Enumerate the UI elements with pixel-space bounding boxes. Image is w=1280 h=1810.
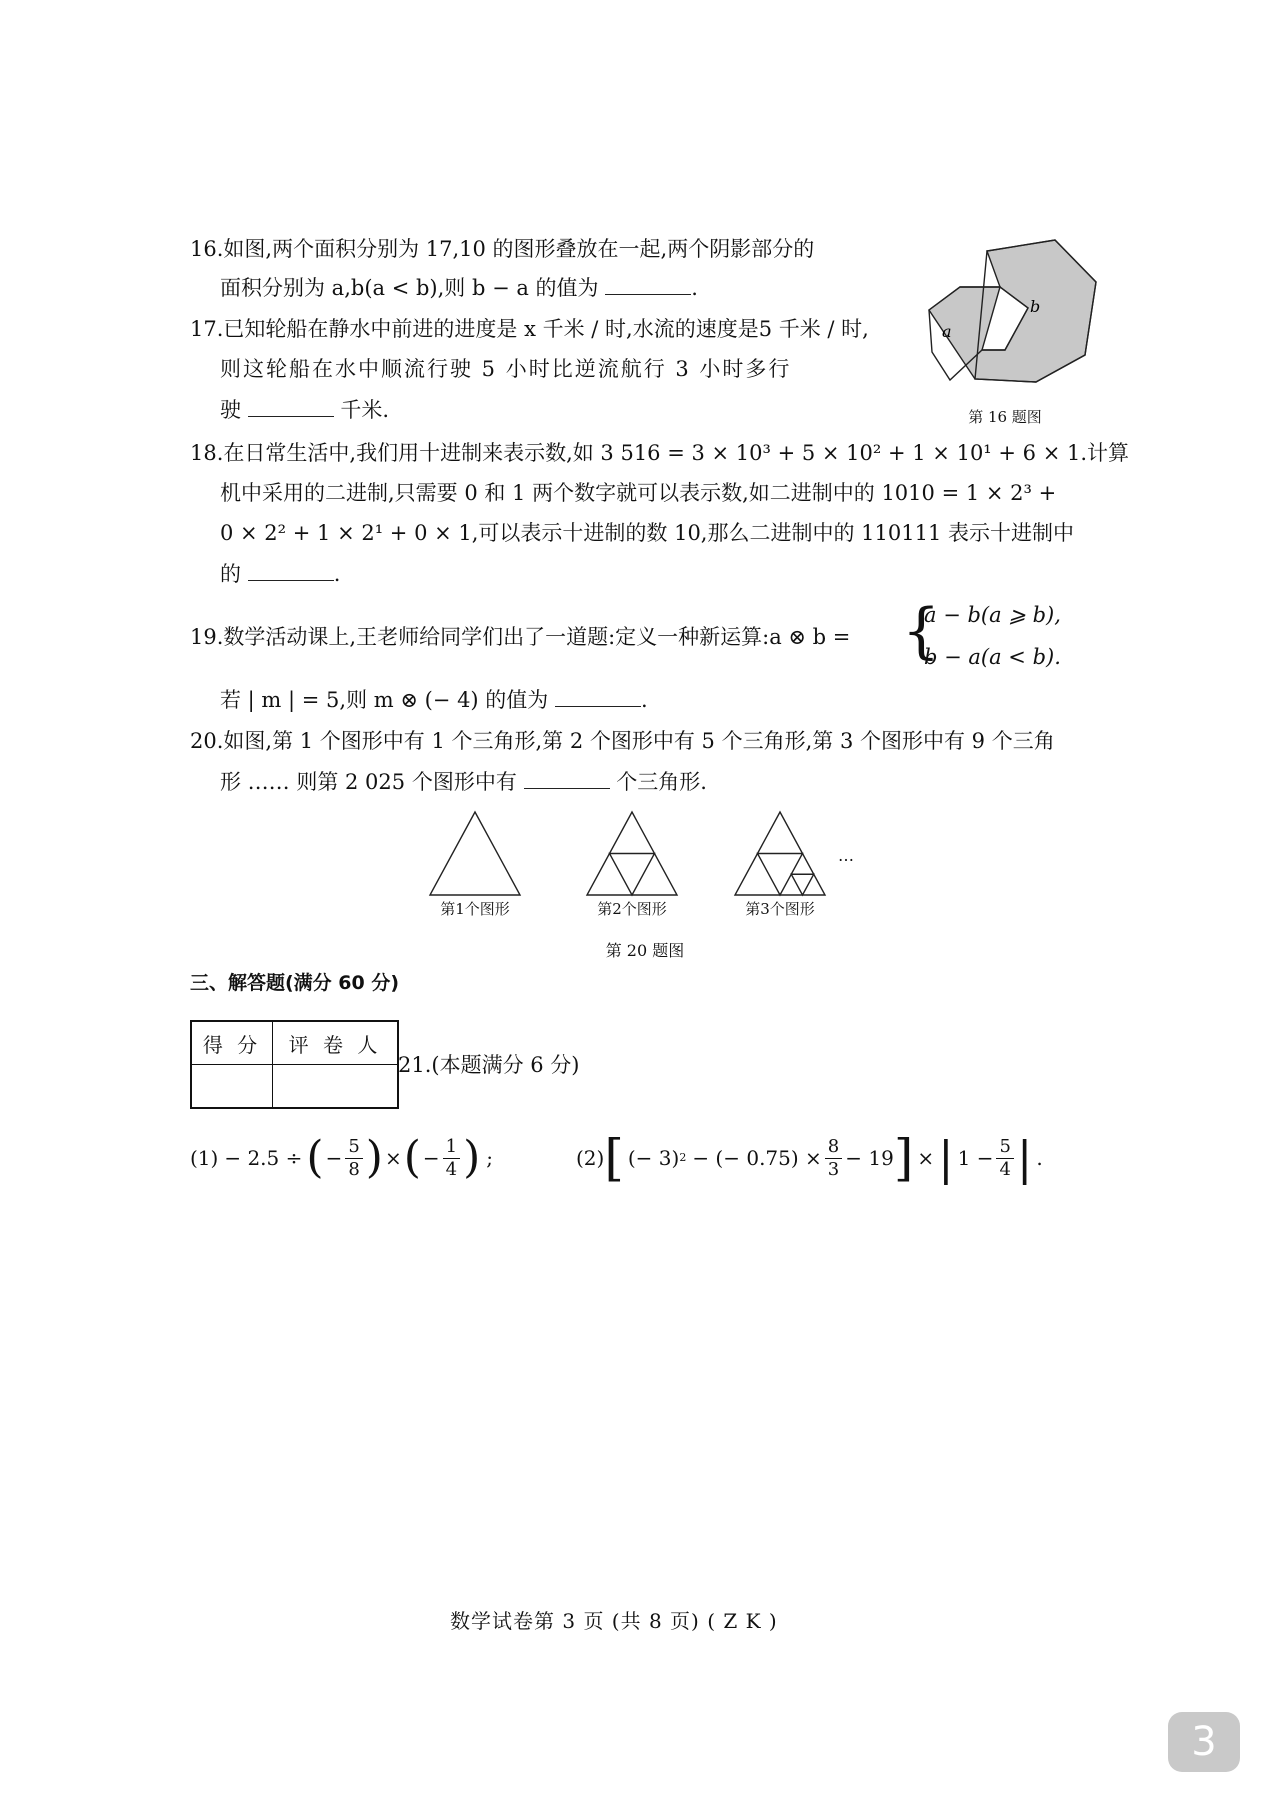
q19-line2-text: 若 | m | = 5,则 m ⊗ (− 4) 的值为 [220,688,549,712]
q21-part1-lparen2: ( [403,1132,421,1183]
figure-20 [425,808,885,898]
q21-part1-expr-a: − 2.5 ÷ [224,1146,303,1170]
q21-part2-label: (2) [576,1146,605,1170]
q21-part2-expr-b: − (− 0.75) × [692,1146,822,1170]
q21-part2: (2) [ (− 3) 2 − (− 0.75) × $\frac{8}{3}$ − 19 ] × | 1 − $\frac{5}{4}$ | . [576,1129,1043,1187]
q21-part2-rbracket: ] [893,1129,914,1187]
q21-part1-frac1-den: 8 [348,1158,360,1180]
q16-line2-end: . [691,276,698,300]
q21-part1 [190,1128,493,1188]
q20-answer-blank [524,766,610,789]
q21-part1-rparen1: ) [365,1132,383,1183]
q21-part2-lbracket: [ [604,1129,624,1187]
figure-20-label-2: 第2个图形 [597,900,667,918]
figure-20-triangle-2 [587,812,677,895]
q19-case2: b − a(a < b). [924,645,1061,669]
q21-part1-rparen2: ) [463,1132,481,1183]
figure-16-label-a: a [942,322,952,341]
page-number-badge: 3 [1168,1712,1240,1772]
figure-16-label-b: b [1030,297,1041,316]
q18-answer-blank [248,558,334,581]
grader-header: 评 卷 人 [273,1021,399,1065]
q21-part1-fraction-2 [443,1136,460,1181]
figure-20-label-1: 第1个图形 [440,900,510,918]
q20-line1: 20.如图,第 1 个图形中有 1 个三角形,第 2 个图形中有 5 个三角形,第 3 个图形中有 9 个三角 [190,729,1055,753]
q16-line1: 16.如图,两个面积分别为 17,10 的图形叠放在一起,两个阴影部分的 [190,237,815,261]
q21-part2-expr-d: 1 − [957,1146,994,1170]
figure-20-label-3: 第3个图形 [745,900,815,918]
figure-16 [910,232,1110,422]
q21-title: 21.(本题满分 6 分) [398,1053,580,1077]
q21-part1-frac2-den: 4 [445,1158,458,1180]
q17-line3-end: 千米. [340,398,390,422]
q21-part1-frac2-num: 1 [443,1136,460,1159]
score-cell [191,1065,273,1109]
q21-part2-fraction-2 [996,1136,1013,1181]
q19-case1: a − b(a ⩾ b), [924,603,1061,627]
q16-line2 [220,272,698,303]
section-3-title: 三、解答题(满分 60 分) [190,972,400,994]
q19-brace: { [902,596,941,666]
q18-line2: 机中采用的二进制,只需要 0 和 1 两个数字就可以表示数,如二进制中的 1010 = 1 × 2³ + [220,481,1057,505]
score-header: 得 分 [191,1021,273,1065]
q16-answer-blank [605,272,691,295]
q21-part1-minus1: − [325,1146,343,1170]
q17-line3 [220,394,389,425]
q17-line2: 则这轮船在水中顺流行驶 5 小时比逆流航行 3 小时多行 [220,357,792,381]
figure-20-ellipsis: … [838,846,854,865]
q21-part2-frac1-den: 3 [827,1158,840,1180]
q21-part2-frac2-num: 5 [996,1136,1013,1159]
figure-20-triangle-3 [735,812,825,895]
q21-part1-minus2: − [422,1146,440,1170]
q18-line4-text: 的 [220,562,241,586]
q20-line2 [220,766,707,797]
q19-line1: 19.数学活动课上,王老师给同学们出了一道题:定义一种新运算:a ⊗ b = [190,625,851,649]
figure-16-caption: 第 16 题图 [968,408,1042,426]
q21-part1-fraction-1 [345,1136,362,1181]
q18-line4 [220,558,340,589]
score-table [190,1020,399,1109]
q21-part2-expr-a: (− 3) [627,1146,680,1170]
q20-line2-end: 个三角形. [616,770,707,794]
q21-part1-end: ; [486,1146,494,1170]
figure-20-caption: 第 20 题图 [605,941,685,960]
q17-line1: 17.已知轮船在静水中前进的进度是 x 千米 / 时,水流的速度是5 千米 / 时, [190,317,869,341]
q21-part2-abs-right: | [1016,1131,1033,1185]
q21-part2-expr-c: − 19 [845,1146,894,1170]
q21-part2-frac1-num: 8 [825,1136,842,1159]
figure-20-triangle-1 [430,812,520,895]
q19-line2-end: . [641,688,648,712]
q21-part2-fraction-1 [825,1136,842,1181]
q19-answer-blank [555,684,641,707]
q21-part1-lparen1: ( [306,1132,324,1183]
q21-part1-times: × [384,1146,402,1170]
q17-answer-blank [248,394,334,417]
q17-line3-text: 驶 [220,398,241,422]
q21-part2-times: × [917,1146,935,1170]
page-footer: 数学试卷第 3 页 (共 8 页) ( Z K ) [450,1609,778,1633]
q21-part2-frac2-den: 4 [999,1158,1011,1180]
q18-line4-end: . [333,562,341,586]
q19-line2 [220,684,648,715]
grader-cell [273,1065,399,1109]
q21-part2-abs-left: | [938,1131,954,1185]
q18-line1: 18.在日常生活中,我们用十进制来表示数,如 3 516 = 3 × 10³ + 5 × 10² + 1 × 10¹ + 6 × 1.计算 [190,441,1130,465]
q20-line2-text: 形 …… 则第 2 025 个图形中有 [220,770,517,794]
q16-line2-text: 面积分别为 a,b(a < b),则 b − a 的值为 [220,276,599,300]
q18-line3: 0 × 2² + 1 × 2¹ + 0 × 1,可以表示十进制的数 10,那么二进制中的 110111 表示十进制中 [220,521,1074,545]
q21-part2-end: . [1036,1146,1043,1170]
q21-part1-frac1-num: 5 [345,1136,362,1159]
q21-part1-label: (1) [190,1146,219,1170]
